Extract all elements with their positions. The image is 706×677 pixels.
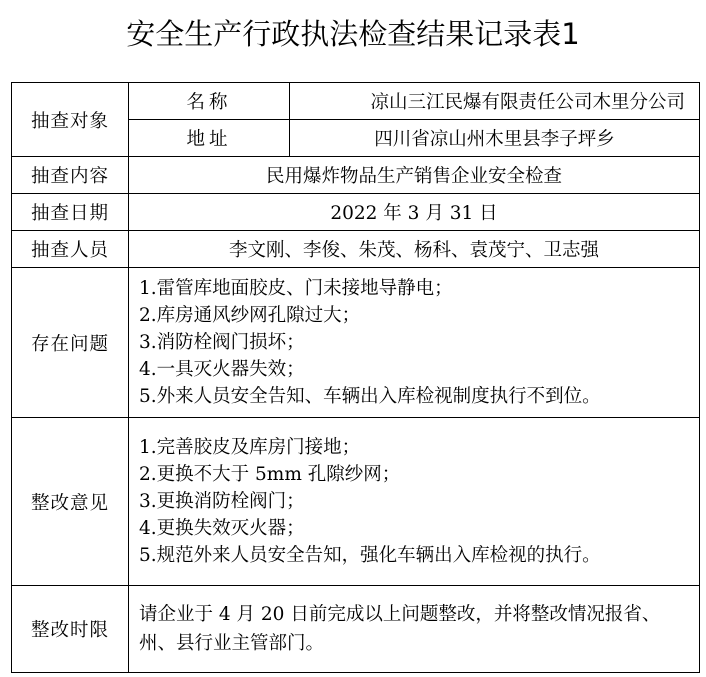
problem-item: 2.库房通风纱网孔隙过大；	[139, 305, 361, 326]
date-row	[12, 194, 700, 231]
name-value: 凉山三江民爆有限责任公司木里分公司	[290, 83, 700, 120]
problems-label: 存在问题	[12, 268, 129, 418]
date-value: 2022 年 3 月 31 日	[129, 194, 700, 231]
problem-item: 1.雷管库地面胶皮、门未接地导静电；	[139, 278, 453, 299]
content-value: 民用爆炸物品生产销售企业安全检查	[129, 157, 700, 194]
content-label: 抽查内容	[12, 157, 129, 194]
name-label: 名称	[129, 83, 290, 120]
target-name-row	[12, 83, 700, 120]
opinion-item: 1.完善胶皮及库房门接地；	[139, 437, 361, 458]
opinion-item: 5.规范外来人员安全告知，强化车辆出入库检视的执行。	[139, 545, 601, 566]
address-value: 四川省凉山州木里县李子坪乡	[290, 120, 700, 157]
opinion-item: 2.更换不大于 5mm 孔隙纱网；	[139, 464, 401, 485]
content-row	[12, 157, 700, 194]
problem-item: 5.外来人员安全告知、车辆出入库检视制度执行不到位。	[139, 386, 601, 407]
problem-item: 4.一具灭火器失效；	[139, 359, 305, 380]
opinion-item: 3.更换消防栓阀门；	[139, 491, 305, 512]
opinions-label: 整改意见	[12, 418, 129, 586]
address-label: 地址	[129, 120, 290, 157]
opinions-row	[12, 418, 700, 586]
problems-list	[129, 268, 700, 418]
opinion-item: 4.更换失效灭火器；	[139, 518, 305, 539]
target-label: 抽查对象	[12, 83, 129, 157]
page-title: 安全生产行政执法检查结果记录表1	[126, 17, 580, 51]
deadline-label: 整改时限	[12, 586, 129, 673]
inspection-record-table	[11, 82, 700, 673]
deadline-row	[12, 586, 700, 673]
staff-value: 李文刚、李俊、朱茂、杨科、袁茂宁、卫志强	[129, 231, 700, 268]
opinions-list	[129, 418, 700, 586]
date-label: 抽查日期	[12, 194, 129, 231]
staff-row	[12, 231, 700, 268]
staff-label: 抽查人员	[12, 231, 129, 268]
deadline-value: 请企业于 4 月 20 日前完成以上问题整改，并将整改情况报省、州、县行业主管部门。	[129, 586, 700, 673]
problem-item: 3.消防栓阀门损坏；	[139, 332, 305, 353]
problems-row	[12, 268, 700, 418]
